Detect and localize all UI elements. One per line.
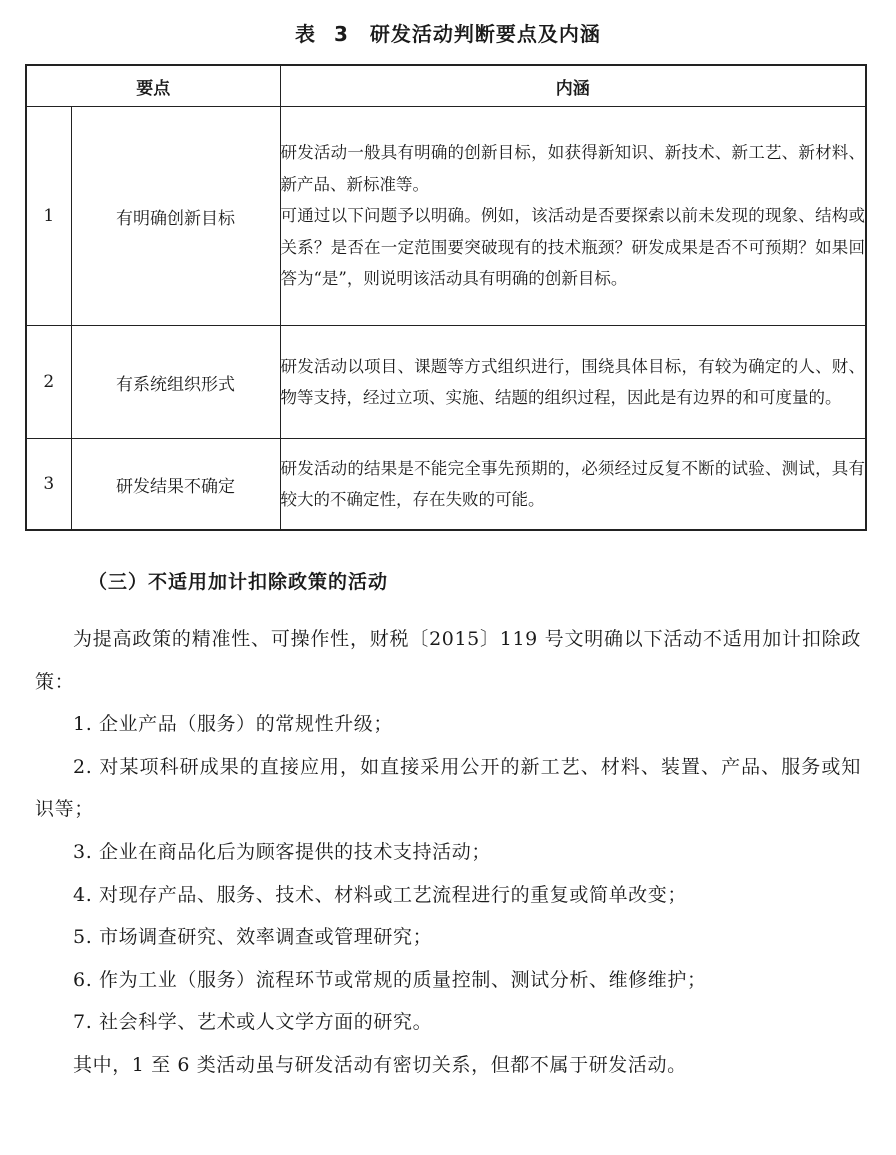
list-item: 2. 对某项科研成果的直接应用，如直接采用公开的新工艺、材料、装置、产品、服务或知识等；	[35, 755, 861, 821]
section-heading: （三）不适用加计扣除政策的活动	[88, 571, 389, 593]
table-row	[26, 439, 866, 531]
row-key-point: 有明确创新目标	[71, 107, 280, 326]
intro-paragraph: 为提高政策的精准性、可操作性，财税〔2015〕119 号文明确以下活动不适用加计扣除政策：	[35, 628, 861, 693]
list-item: 6. 作为工业（服务）流程环节或常规的质量控制、测试分析、维修维护；	[73, 968, 707, 991]
meaning-paragraph: 研发活动的结果是不能完全事先预期的，必须经过反复不断的试验、测试，具有较大的不确定性，存在失败的可能。	[280, 458, 865, 509]
table-row	[26, 326, 866, 439]
list-item: 1. 企业产品（服务）的常规性升级；	[73, 713, 393, 736]
header-key-point: 要点	[26, 65, 280, 107]
row-meaning	[280, 107, 866, 326]
rd-criteria-table	[25, 64, 867, 531]
row-number: 2	[26, 326, 71, 439]
row-key-point: 有系统组织形式	[71, 326, 280, 439]
row-meaning	[280, 326, 866, 439]
row-key-point: 研发结果不确定	[71, 439, 280, 531]
row-meaning	[280, 439, 866, 531]
row-number: 1	[26, 107, 71, 326]
row-number: 3	[26, 439, 71, 531]
table-title: 表 3 研发活动判断要点及内涵	[295, 22, 601, 46]
meaning-paragraph: 可通过以下问题予以明确。例如，该活动是否要探索以前未发现的现象、结构或关系？是否在一定范围要突破现有的技术瓶颈？研发成果是否不可预期？如果回答为“是”，则说明该活动具有明确的创新目标。	[280, 206, 865, 289]
table-header-row	[26, 65, 866, 107]
list-item: 4. 对现存产品、服务、技术、材料或工艺流程进行的重复或简单改变；	[73, 883, 687, 906]
meaning-paragraph: 研发活动一般具有明确的创新目标，如获得新知识、新技术、新工艺、新材料、新产品、新标准等。	[280, 143, 865, 194]
meaning-paragraph: 研发活动以项目、课题等方式组织进行，围绕具体目标，有较为确定的人、财、物等支持，经过立项、实施、结题的组织过程，因此是有边界的和可度量的。	[280, 356, 865, 407]
section-body	[35, 618, 861, 1087]
list-item: 7. 社会科学、艺术或人文学方面的研究。	[73, 1011, 433, 1034]
list-item: 5. 市场调查研究、效率调查或管理研究；	[73, 926, 433, 949]
closing-paragraph: 其中，1 至 6 类活动虽与研发活动有密切关系，但都不属于研发活动。	[73, 1053, 687, 1076]
table-row	[26, 107, 866, 326]
header-meaning: 内涵	[280, 65, 866, 107]
list-item: 3. 企业在商品化后为顾客提供的技术支持活动；	[73, 840, 491, 863]
